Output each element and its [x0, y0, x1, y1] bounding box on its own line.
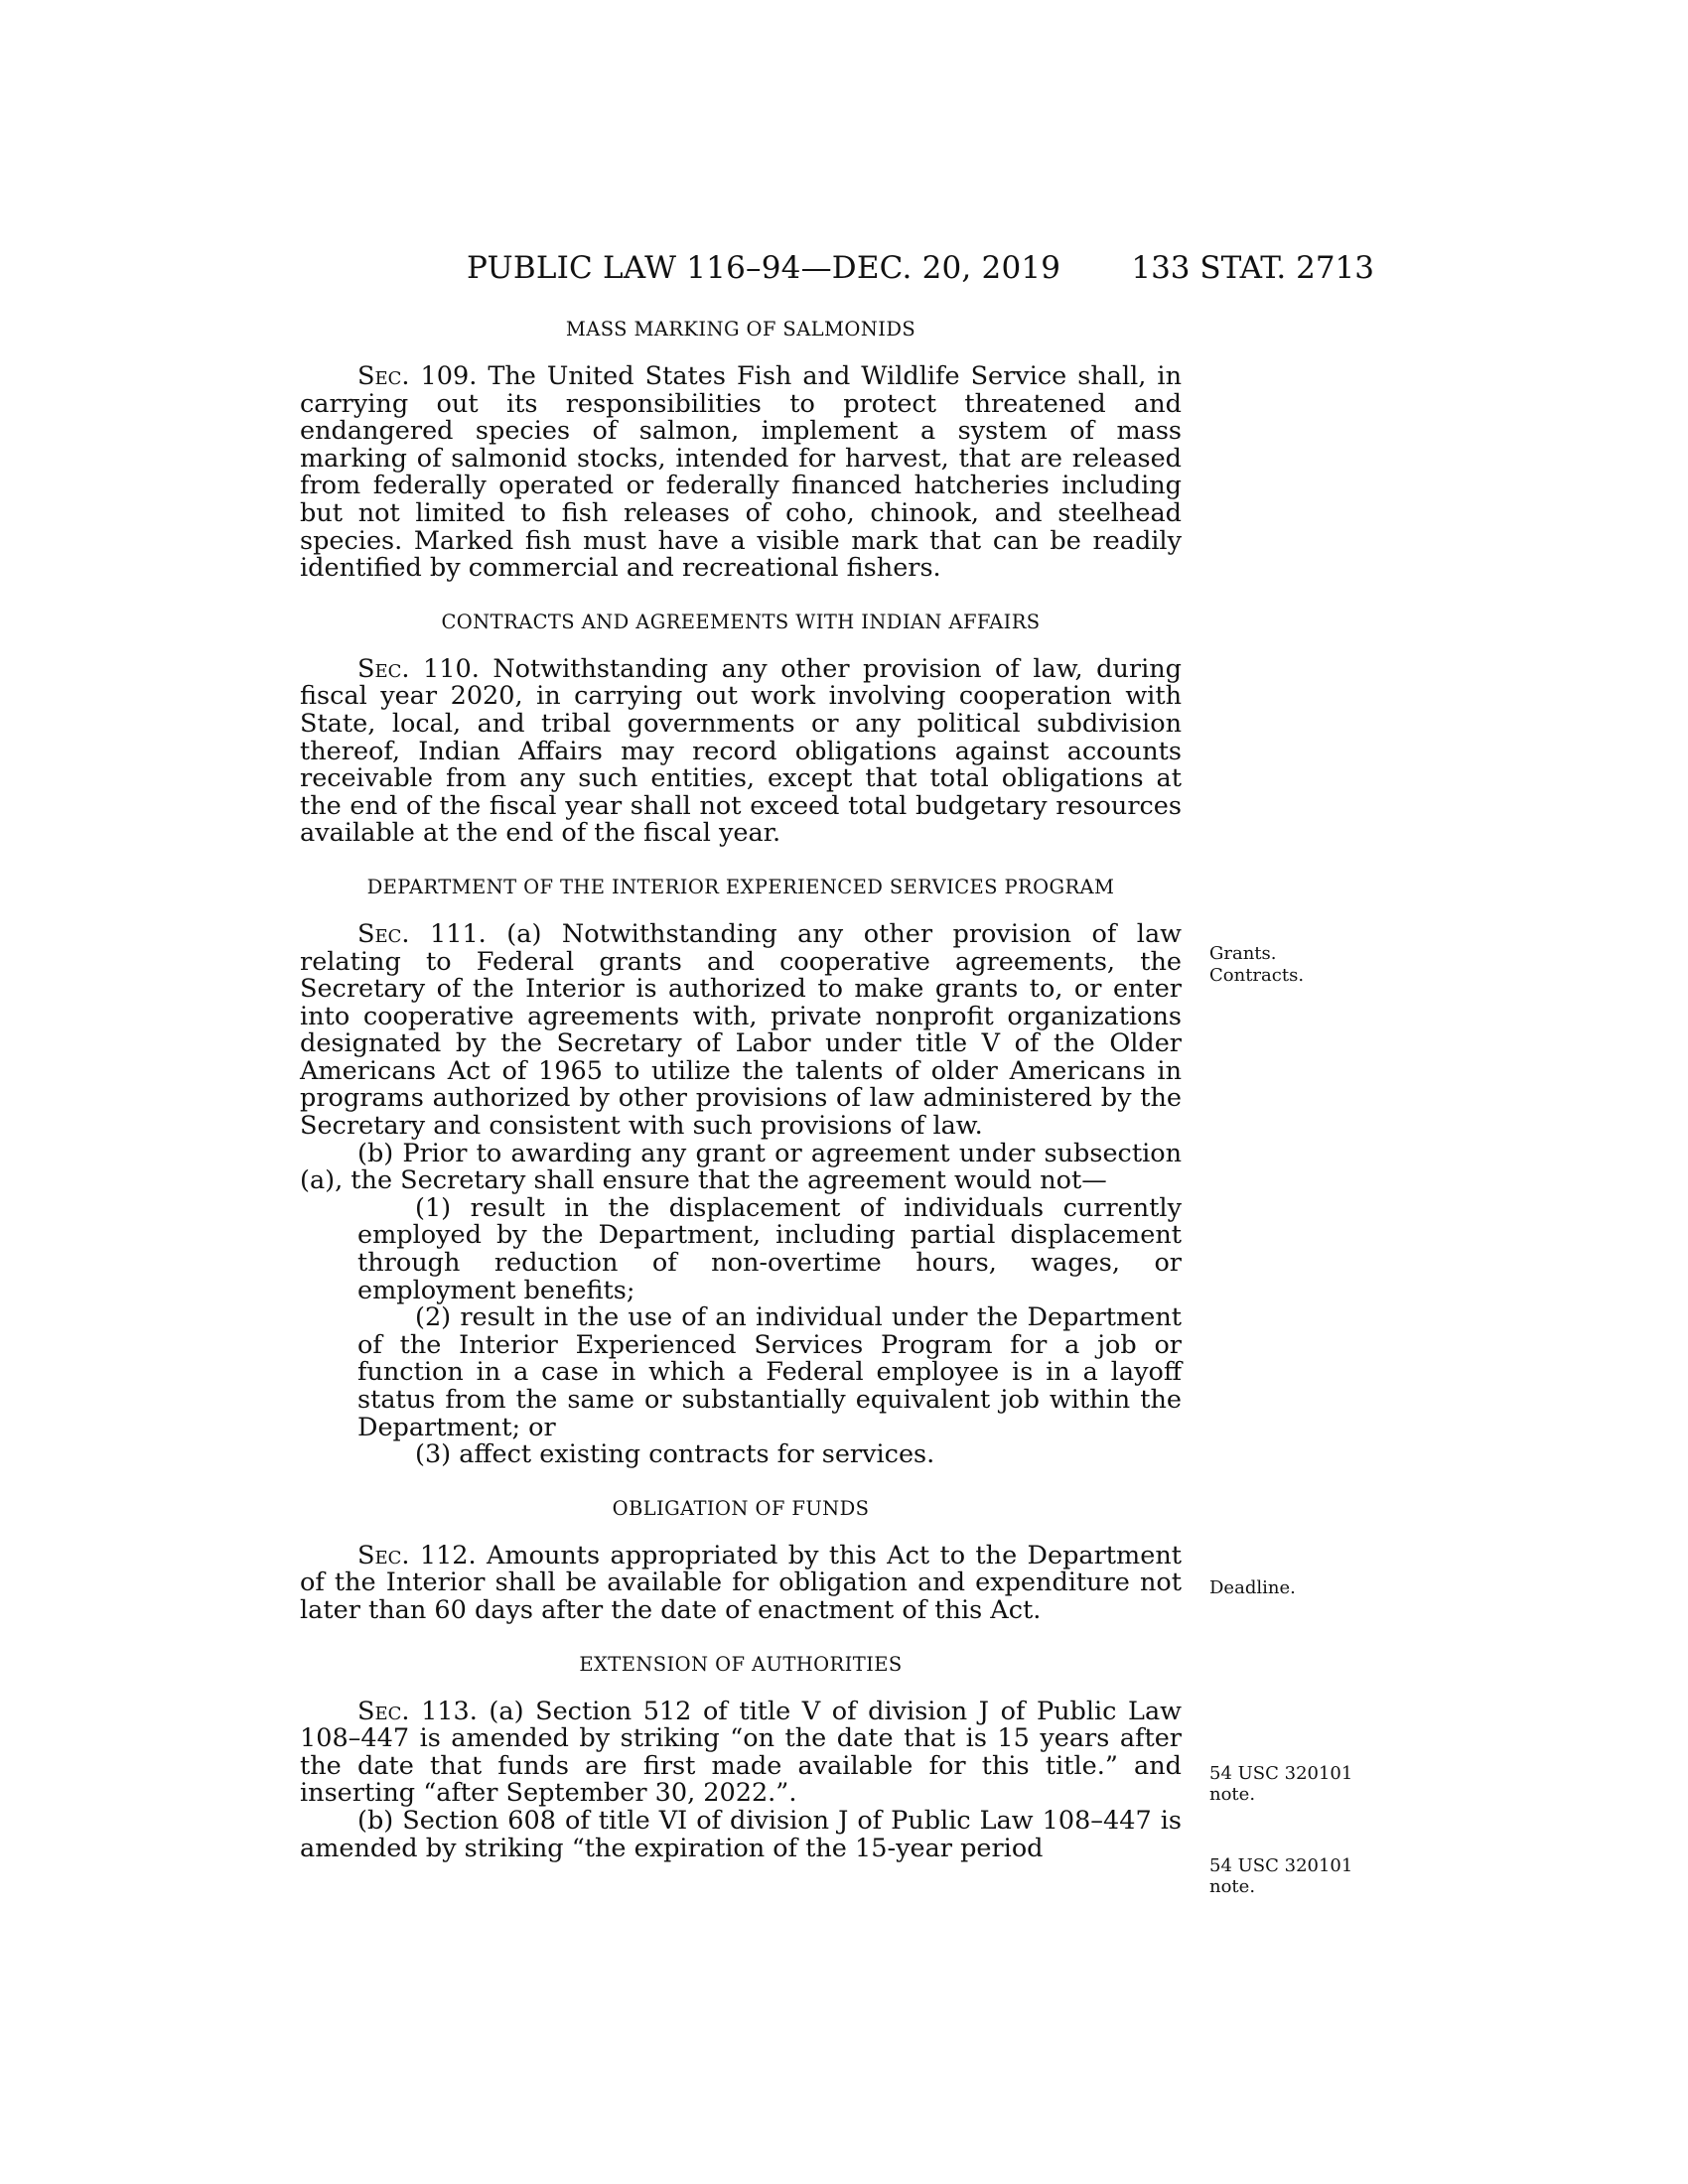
- subsection-b: (b) Section 608 of title VI of division J of Public Law 108–447 is amended by striking “the expiration of the 15-year period: [300, 1805, 1182, 1863]
- section-heading: OBLIGATION OF FUNDS: [612, 1496, 870, 1520]
- sec-label: Sec.: [357, 653, 410, 684]
- page-body: [300, 316, 1182, 1862]
- section-text: [300, 1540, 1182, 1625]
- public-law-citation: PUBLIC LAW 116–94—DEC. 20, 2019: [467, 250, 1061, 286]
- subsection-a: [300, 1696, 1182, 1809]
- subsection-a: [300, 918, 1182, 1142]
- section-body: 110. Notwithstanding any other provision of law, during fiscal year 2020, in carrying out work involving cooperation with State, local, and tribal governments or any political subdivision thereof, Indian Affairs may record obligations against accounts receivable from any such entities, except that total obligations at the end of the fiscal year shall not exceed total budgetary resources available at the end of the fiscal year.: [300, 653, 1182, 849]
- section-text: [300, 363, 1182, 583]
- list-item: (1) result in the displacement of individuals currently employed by the Department, including partial displacement through reduction of non-overtime hours, wages, or employment benefits;: [357, 1192, 1182, 1305]
- margin-note-contracts: Contracts.: [1209, 965, 1305, 986]
- sec-label: Sec.: [357, 361, 410, 391]
- margin-note-grants: Grants.: [1209, 943, 1277, 964]
- section-heading: CONTRACTS AND AGREEMENTS WITH INDIAN AFFAIRS: [441, 610, 1041, 633]
- margin-note-usc: 54 USC 320101: [1209, 1855, 1353, 1876]
- sec-label: Sec.: [357, 1540, 410, 1570]
- list-item: (2) result in the use of an individual under the Department of the Interior Experienced Services Program for a job or function in a case in which a Federal employee is in a layoff status from the same or substantially equivalent job within the Department; or: [357, 1302, 1182, 1442]
- margin-note-usc-note: note.: [1209, 1876, 1256, 1897]
- section-112: [300, 1495, 1182, 1625]
- section-heading: DEPARTMENT OF THE INTERIOR EXPERIENCED SERVICES PROGRAM: [366, 875, 1115, 898]
- section-body: 111. (a) Notwithstanding any other provision of law relating to Federal grants and cooperative agreements, the Secretary of the Interior is authorized to make grants to, or enter into cooperative agreements with, private nonprofit organizations designated by the Secretary of Labor under title V of the Older Americans Act of 1965 to utilize the talents of older Americans in programs authorized by other provisions of law administered by the Secretary and consistent with such provisions of law.: [300, 918, 1182, 1142]
- section-109: [300, 316, 1182, 583]
- section-heading: EXTENSION OF AUTHORITIES: [579, 1652, 903, 1676]
- section-110: [300, 609, 1182, 848]
- margin-note-usc-note: note.: [1209, 1784, 1256, 1805]
- section-text: [300, 653, 1182, 849]
- section-111: [300, 874, 1182, 1469]
- margin-note-usc: 54 USC 320101: [1209, 1763, 1353, 1784]
- section-body: 109. The United States Fish and Wildlife Service shall, in carrying out its responsibilities to protect threatened and endangered species of salmon, implement a system of mass marking of salmonid stocks, intended for harvest, that are released from federally operated or federally financed hatcheries including but not limited to fish releases of coho, chinook, and steelhead species. Marked fish must have a visible mark that can be readily identified by commercial and recreational fishers.: [300, 361, 1182, 584]
- sec-label: Sec.: [357, 1696, 410, 1726]
- page-header: [298, 250, 1374, 290]
- section-heading: MASS MARKING OF SALMONIDS: [565, 318, 916, 341]
- statutes-page-number: 133 STAT. 2713: [1131, 250, 1374, 286]
- margin-note-deadline: Deadline.: [1209, 1577, 1296, 1598]
- subsection-b: (b) Prior to awarding any grant or agreement under subsection (a), the Secretary shall ensure that the agreement would not—: [300, 1138, 1182, 1196]
- section-body: 113. (a) Section 512 of title V of division J of Public Law 108–447 is amended by striking “on the date that is 15 years after the date that funds are first made available for this title.” and inserting “after September 30, 2022.”.: [300, 1696, 1182, 1809]
- list-item: (3) affect existing contracts for services.: [415, 1439, 935, 1470]
- section-body: 112. Amounts appropriated by this Act to the Department of the Interior shall be available for obligation and expenditure not later than 60 days after the date of enactment of this Act.: [300, 1540, 1182, 1625]
- section-113: [300, 1651, 1182, 1863]
- sec-label: Sec.: [357, 918, 410, 949]
